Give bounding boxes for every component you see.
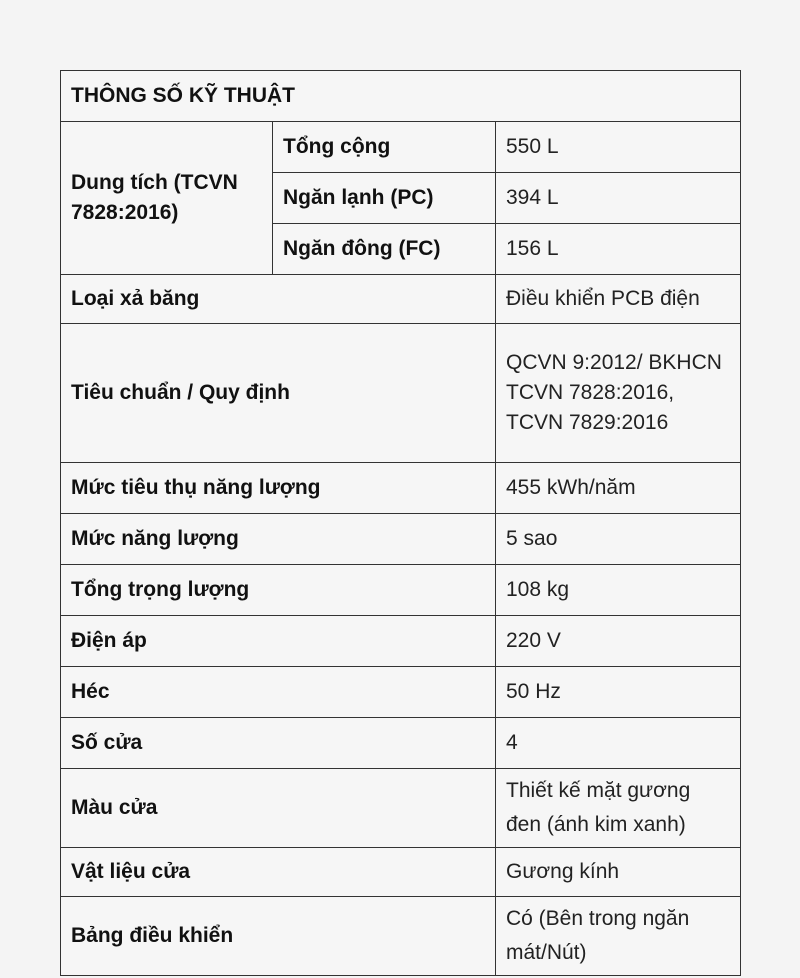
energy-rating-label: Mức năng lượng	[61, 514, 496, 565]
weight-label: Tổng trọng lượng	[61, 565, 496, 616]
standard-label: Tiêu chuẩn / Quy định	[61, 324, 496, 463]
capacity-freezer-value: 156 L	[496, 224, 741, 275]
capacity-fridge-value: 394 L	[496, 173, 741, 224]
weight-value: 108 kg	[496, 565, 741, 616]
defrost-value: Điều khiển PCB điện	[496, 275, 741, 324]
spec-table	[60, 70, 741, 976]
door-count-label: Số cửa	[61, 718, 496, 769]
capacity-freezer-label: Ngăn đông (FC)	[273, 224, 496, 275]
defrost-label: Loại xả băng	[61, 275, 496, 324]
door-color-label: Màu cửa	[61, 769, 496, 848]
energy-consumption-label: Mức tiêu thụ năng lượng	[61, 463, 496, 514]
control-panel-label: Bảng điều khiển	[61, 897, 496, 976]
door-color-value: Thiết kế mặt gương đen (ánh kim xanh)	[496, 769, 741, 848]
energy-consumption-value: 455 kWh/năm	[496, 463, 741, 514]
table-title: THÔNG SỐ KỸ THUẬT	[61, 71, 741, 122]
capacity-fridge-label: Ngăn lạnh (PC)	[273, 173, 496, 224]
door-material-label: Vật liệu cửa	[61, 848, 496, 897]
door-material-value: Gương kính	[496, 848, 741, 897]
door-count-value: 4	[496, 718, 741, 769]
control-panel-value: Có (Bên trong ngăn mát/Nút)	[496, 897, 741, 976]
capacity-label: Dung tích (TCVN 7828:2016)	[61, 122, 273, 275]
voltage-label: Điện áp	[61, 616, 496, 667]
energy-rating-value: 5 sao	[496, 514, 741, 565]
frequency-label: Héc	[61, 667, 496, 718]
capacity-total-label: Tổng cộng	[273, 122, 496, 173]
frequency-value: 50 Hz	[496, 667, 741, 718]
voltage-value: 220 V	[496, 616, 741, 667]
capacity-total-value: 550 L	[496, 122, 741, 173]
standard-value: QCVN 9:2012/ BKHCN TCVN 7828:2016, TCVN 7829:2016	[496, 324, 741, 463]
